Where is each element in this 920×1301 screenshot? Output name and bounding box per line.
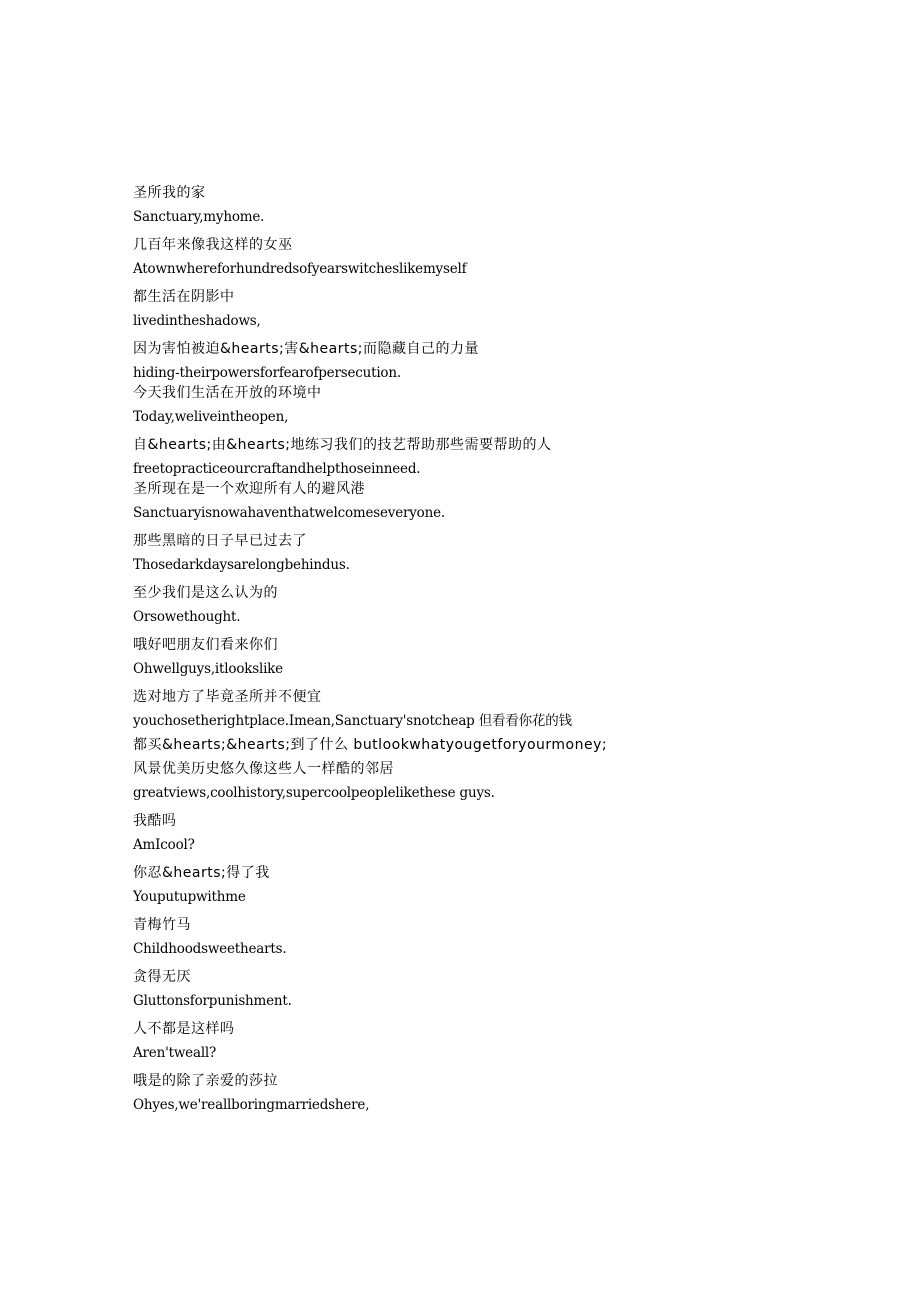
text-line: 人不都是这样吗 [133,1021,235,1037]
text-line: hiding-theirpowersforfearofpersecution. [133,365,401,381]
text-line: 自&hearts;由&hearts;地练习我们的技艺帮助那些需要帮助的人 [133,437,552,453]
text-line: 风景优美历史悠久像这些人一样酷的邻居 [133,761,394,777]
text-line: 圣所我的家 [133,185,206,201]
text-line: 因为害怕被迫&hearts;害&hearts;而隐藏自己的力量 [133,341,479,357]
text-line: youchosetherightplace.Imean,Sanctuary'snotcheap 但看看你花的钱 [133,713,572,729]
text-line: AmIcool? [133,837,195,853]
text-line: 哦是的除了亲爱的莎拉 [133,1073,278,1089]
text-line: Today,weliveintheopen, [133,409,289,425]
text-line: 青梅竹马 [133,917,191,933]
text-line: 今天我们生活在开放的环境中 [133,385,322,401]
text-line: 那些黑暗的日子早已过去了 [133,533,307,549]
text-line: 你忍&hearts;得了我 [133,865,270,881]
text-line: Ohwellguys,itlookslike [133,661,283,677]
text-line: 选对地方了毕竟圣所并不便宜 [133,689,322,705]
text-line: Atownwhereforhundredsofyearswitcheslikemyself [133,261,467,277]
text-line: 几百年来像我这样的女巫 [133,237,293,253]
text-line: 都生活在阴影中 [133,289,235,305]
text-line: 我酷吗 [133,813,177,829]
text-line: livedintheshadows, [133,313,261,329]
text-line: Orsowethought. [133,609,241,625]
text-line: Ohyes,we'reallboringmarriedshere, [133,1097,370,1113]
text-line: 都买&hearts;&hearts;到了什么 butlookwhatyougetforyourmoney; [133,737,608,753]
document-body [133,183,833,1115]
text-line: Sanctuary,myhome. [133,209,265,225]
text-line: Aren'tweall? [133,1045,217,1061]
text-line: 贪得无厌 [133,969,191,985]
text-line: greatviews,coolhistory,supercoolpeoplelikethese guys. [133,785,495,801]
text-line: Childhoodsweethearts. [133,941,287,957]
text-line: Gluttonsforpunishment. [133,993,292,1009]
text-line: 至少我们是这么认为的 [133,585,278,601]
text-line: Sanctuaryisnowahaventhatwelcomeseveryone. [133,505,445,521]
text-line: freetopracticeourcraftandhelpthoseinneed. [133,461,421,477]
text-line: 圣所现在是一个欢迎所有人的避风港 [133,481,365,497]
text-line: Thosedarkdaysarelongbehindus. [133,557,350,573]
text-line: 哦好吧朋友们看来你们 [133,637,278,653]
text-line: Youputupwithme [133,889,246,905]
